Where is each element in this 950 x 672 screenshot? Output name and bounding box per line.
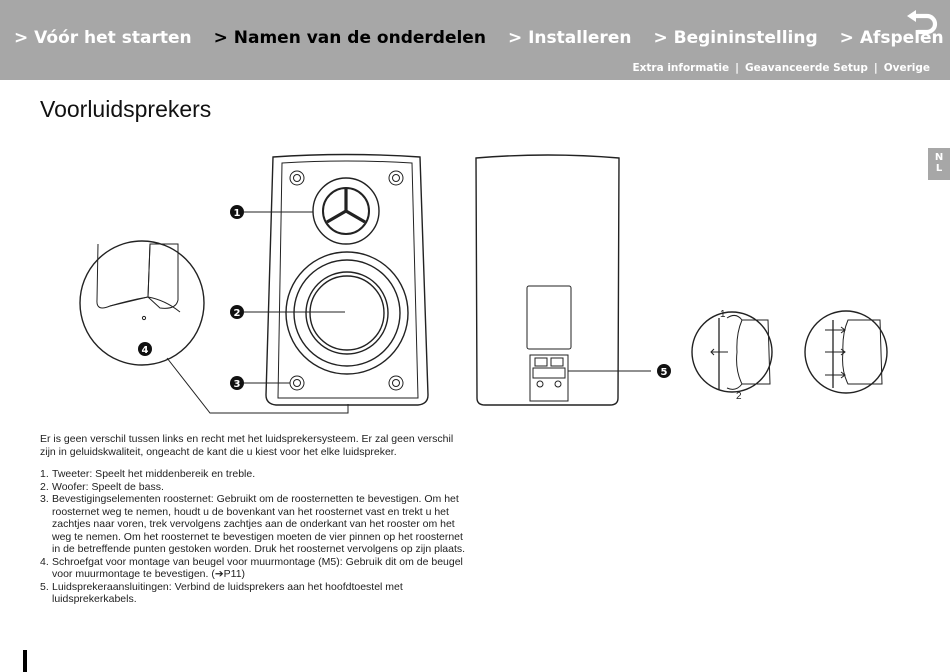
list-item bbox=[40, 493, 470, 556]
list-item bbox=[40, 581, 470, 606]
mount-detail-remove bbox=[692, 312, 772, 392]
list-item-text: Luidsprekeraansluitingen: Verbind de luidsprekers aan het hoofdtoestel met luidsprekerkabels. bbox=[52, 580, 403, 605]
back-arrow-icon[interactable] bbox=[906, 10, 938, 36]
chapter-nav bbox=[14, 28, 950, 48]
nav-item-namen-van-de-onderdelen[interactable]: > Namen van de onderdelen bbox=[213, 28, 486, 48]
list-item-text: Tweeter: Speelt het middenbereik en treble. bbox=[52, 468, 256, 480]
list-item-text: Bevestigingselementen roosternet: Gebruikt om de roosternetten te bevestigen. Om het roosternet weg te nemen, houdt u de bovenkant van het roosternet vast en trekt u het zachtjes naar voren, trek vervolgens zachtjes aan de onderkant van het rooster om het weg te nemen. Om het roosternet te bevestigen moeten de vier pinnen op het roosternet in de betreffende punten gestoken worden. Druk het roosternet vervolgens op zijn plaats. bbox=[52, 493, 466, 555]
list-item-number: 4. bbox=[40, 555, 49, 568]
list-item-number: 3. bbox=[40, 493, 49, 505]
list-item-number: 5. bbox=[40, 580, 49, 593]
nav-link-overige[interactable]: Overige bbox=[883, 62, 930, 74]
nav-separator: | bbox=[735, 62, 739, 74]
parts-list bbox=[40, 468, 470, 606]
list-item-number: 2. bbox=[40, 480, 49, 493]
speaker-parts-diagram bbox=[0, 140, 950, 430]
list-item bbox=[40, 556, 470, 581]
tweeter bbox=[313, 178, 379, 244]
nav-link-geavanceerde-setup[interactable]: Geavanceerde Setup bbox=[744, 62, 868, 74]
list-item-text: Schroefgat voor montage van beugel voor muurmontage (M5): Gebruik dit om de beugel voor muurmontage te bevestigen. (➔P11) bbox=[52, 555, 463, 580]
list-item-number: 1. bbox=[40, 468, 49, 480]
mount-step-2: 2 bbox=[736, 391, 742, 402]
nav-separator: | bbox=[873, 62, 878, 74]
speaker-terminals bbox=[530, 355, 568, 401]
language-tab-letter: L bbox=[935, 163, 943, 174]
nav-item-afspelen[interactable]: > Afspelen bbox=[839, 28, 944, 48]
woofer bbox=[286, 252, 408, 374]
list-item bbox=[40, 468, 470, 481]
callout-badges bbox=[138, 205, 671, 390]
nav-item-begininstelling[interactable]: > Begininstelling bbox=[653, 28, 818, 48]
intro-paragraph: Er is geen verschil tussen links en recht met het luidsprekersysteem. Er zal geen verschil zijn in geluidskwaliteit, ongeacht de kant die u kiest voor het elke luidspreker. bbox=[40, 433, 454, 458]
callout-3: 3 bbox=[233, 379, 241, 390]
nav-item-voor-het-starten[interactable]: > Vóór het starten bbox=[14, 28, 192, 48]
callout-5: 5 bbox=[660, 367, 668, 378]
callout-4: 4 bbox=[141, 345, 149, 356]
nav-link-extra-informatie[interactable]: Extra informatie bbox=[632, 62, 730, 74]
mount-step-1: 1 bbox=[720, 309, 726, 320]
secondary-nav bbox=[632, 62, 930, 74]
list-item bbox=[40, 481, 470, 494]
back-label-plate bbox=[527, 286, 571, 349]
page-edge-marker bbox=[23, 650, 27, 672]
callout-1: 1 bbox=[233, 208, 241, 219]
top-navigation-bar bbox=[0, 0, 950, 80]
nav-item-installeren[interactable]: > Installeren bbox=[507, 28, 632, 48]
callout-2: 2 bbox=[233, 308, 241, 319]
list-item-text: Woofer: Speelt de bass. bbox=[52, 480, 164, 493]
language-tab-letter: N bbox=[934, 152, 944, 163]
page-title: Voorluidsprekers bbox=[40, 96, 212, 122]
